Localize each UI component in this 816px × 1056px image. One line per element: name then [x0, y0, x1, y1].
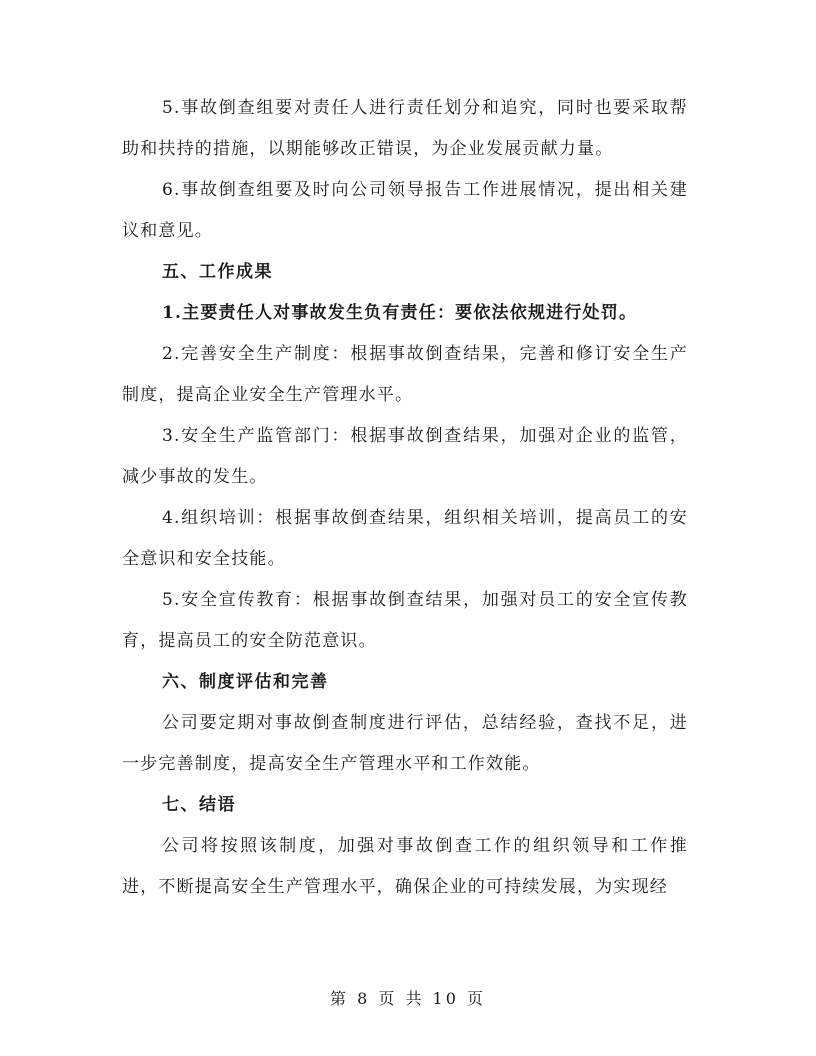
document-body — [122, 88, 688, 908]
paragraph-result-1-penalty: 1.主要责任人对事故发生负有责任：要依法依规进行处罚。 — [162, 303, 638, 323]
paragraph-result-2-system: 2.完善安全生产制度：根据事故倒查结果，完善和修订安全生产制度，提高企业安全生产管理水平。 — [122, 344, 688, 405]
page-number-footer: 第 8 页 共 10 页 — [330, 989, 486, 1008]
paragraph-item-6-reporting: 6.事故倒查组要及时向公司领导报告工作进展情况，提出相关建议和意见。 — [122, 180, 688, 241]
paragraph-result-5-education: 5.安全宣传教育：根据事故倒查结果，加强对员工的安全宣传教育，提高员工的安全防范意识。 — [122, 590, 688, 651]
paragraph-conclusion: 公司将按照该制度，加强对事故倒查工作的组织领导和工作推进，不断提高安全生产管理水平，确保企业的可持续发展，为实现经 — [122, 836, 688, 897]
section-heading-conclusion: 七、结语 — [162, 795, 236, 815]
paragraph-result-3-supervision: 3.安全生产监管部门：根据事故倒查结果，加强对企业的监管，减少事故的发生。 — [122, 426, 688, 487]
paragraph-result-4-training: 4.组织培训：根据事故倒查结果，组织相关培训，提高员工的安全意识和安全技能。 — [122, 508, 688, 569]
section-heading-work-results: 五、工作成果 — [162, 262, 273, 282]
section-heading-evaluation: 六、制度评估和完善 — [162, 672, 329, 692]
paragraph-evaluation: 公司要定期对事故倒查制度进行评估，总结经验，查找不足，进一步完善制度，提高安全生产管理水平和工作效能。 — [122, 713, 688, 774]
paragraph-item-5-accountability: 5.事故倒查组要对责任人进行责任划分和追究，同时也要采取帮助和扶持的措施，以期能够改正错误，为企业发展贡献力量。 — [122, 98, 688, 159]
